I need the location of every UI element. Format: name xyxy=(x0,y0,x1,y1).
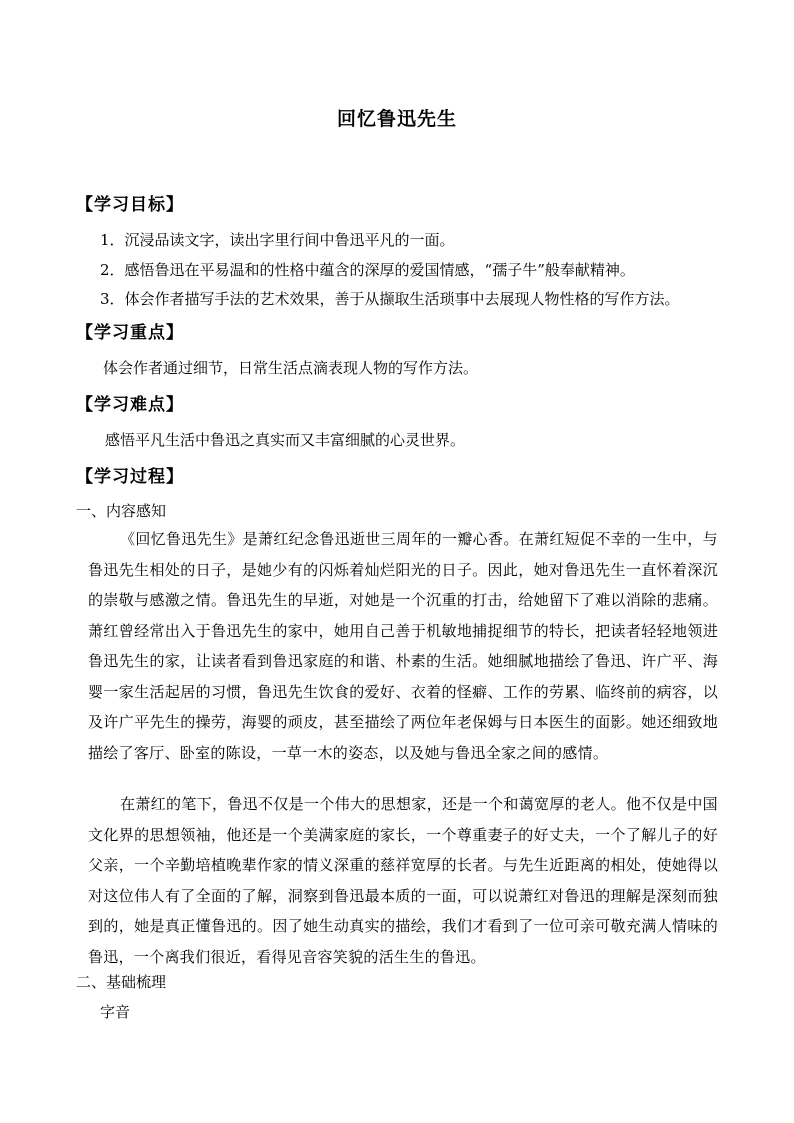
part2-label: 二、基础梳理 xyxy=(76,973,167,991)
objectives-heading: 【学习目标】 xyxy=(76,195,184,215)
objective-item-2: 2．感悟鲁迅在平易温和的性格中蕴含的深厚的爱国情感，“孺子牛”般奉献精神。 xyxy=(100,261,635,279)
objective-item-3: 3．体会作者描写手法的艺术效果，善于从撷取生活琐事中去展现人物性格的写作方法。 xyxy=(100,290,680,308)
part1-label: 一、内容感知 xyxy=(76,502,167,520)
key-points-heading: 【学习重点】 xyxy=(76,323,184,343)
difficulties-text: 感悟平凡生活中鲁迅之真实而又丰富细腻的心灵世界。 xyxy=(105,431,466,449)
content-paragraph-1: 《回忆鲁迅先生》是萧红纪念鲁迅逝世三周年的一瓣心香。在萧红短促不幸的一生中，与鲁迅先生相处的日子，是她少有的闪烁着灿烂阳光的日子。因此，她对鲁迅先生一直怀着深沉的崇敬与感激之情。鲁迅先生的早逝，对她是一个沉重的打击，给她留下了难以消除的悲痛。萧红曾经常出入于鲁迅先生的家中，她用自己善于机敏地捕捉细节的特长，把读者轻轻地领进鲁迅先生的家，让读者看到鲁迅家庭的和谐、朴素的生活。她细腻地描绘了鲁迅、许广平、海婴一家生活起居的习惯，鲁迅先生饮食的爱好、衣着的怪癖、工作的劳累、临终前的病容，以及许广平先生的操劳，海婴的顽皮，甚至描绘了两位年老保姆与日本医生的面影。她还细致地描绘了客厅、卧室的陈设，一草一木的姿态，以及她与鲁迅全家之间的感情。 xyxy=(88,530,718,762)
process-heading: 【学习过程】 xyxy=(76,467,184,487)
content-paragraph-2: 在萧红的笔下，鲁迅不仅是一个伟大的思想家，还是一个和蔼宽厚的老人。他不仅是中国文化界的思想领袖，他还是一个美满家庭的家长，一个尊重妻子的好丈夫，一个了解儿子的好父亲，一个辛勤培植晚辈作家的情义深重的慈祥宽厚的长者。与先生近距离的相处，使她得以对这位伟人有了全面的了解，洞察到鲁迅最本质的一面，可以说萧红对鲁迅的理解是深刻而独到的，她是真正懂鲁迅的。因了她生动真实的描绘，我们才看到了一位可亲可敬充满人情味的鲁迅，一个离我们很近，看得见音容笑貌的活生生的鲁迅。 xyxy=(88,795,718,966)
objective-item-1: 1．沉浸品读文字，读出字里行间中鲁迅平凡的一面。 xyxy=(100,231,455,249)
part2-sublabel: 字音 xyxy=(100,1003,131,1021)
key-points-text: 体会作者通过细节，日常生活点滴表现人物的写作方法。 xyxy=(103,359,479,377)
page-title: 回忆鲁迅先生 xyxy=(336,108,457,130)
difficulties-heading: 【学习难点】 xyxy=(76,395,184,415)
